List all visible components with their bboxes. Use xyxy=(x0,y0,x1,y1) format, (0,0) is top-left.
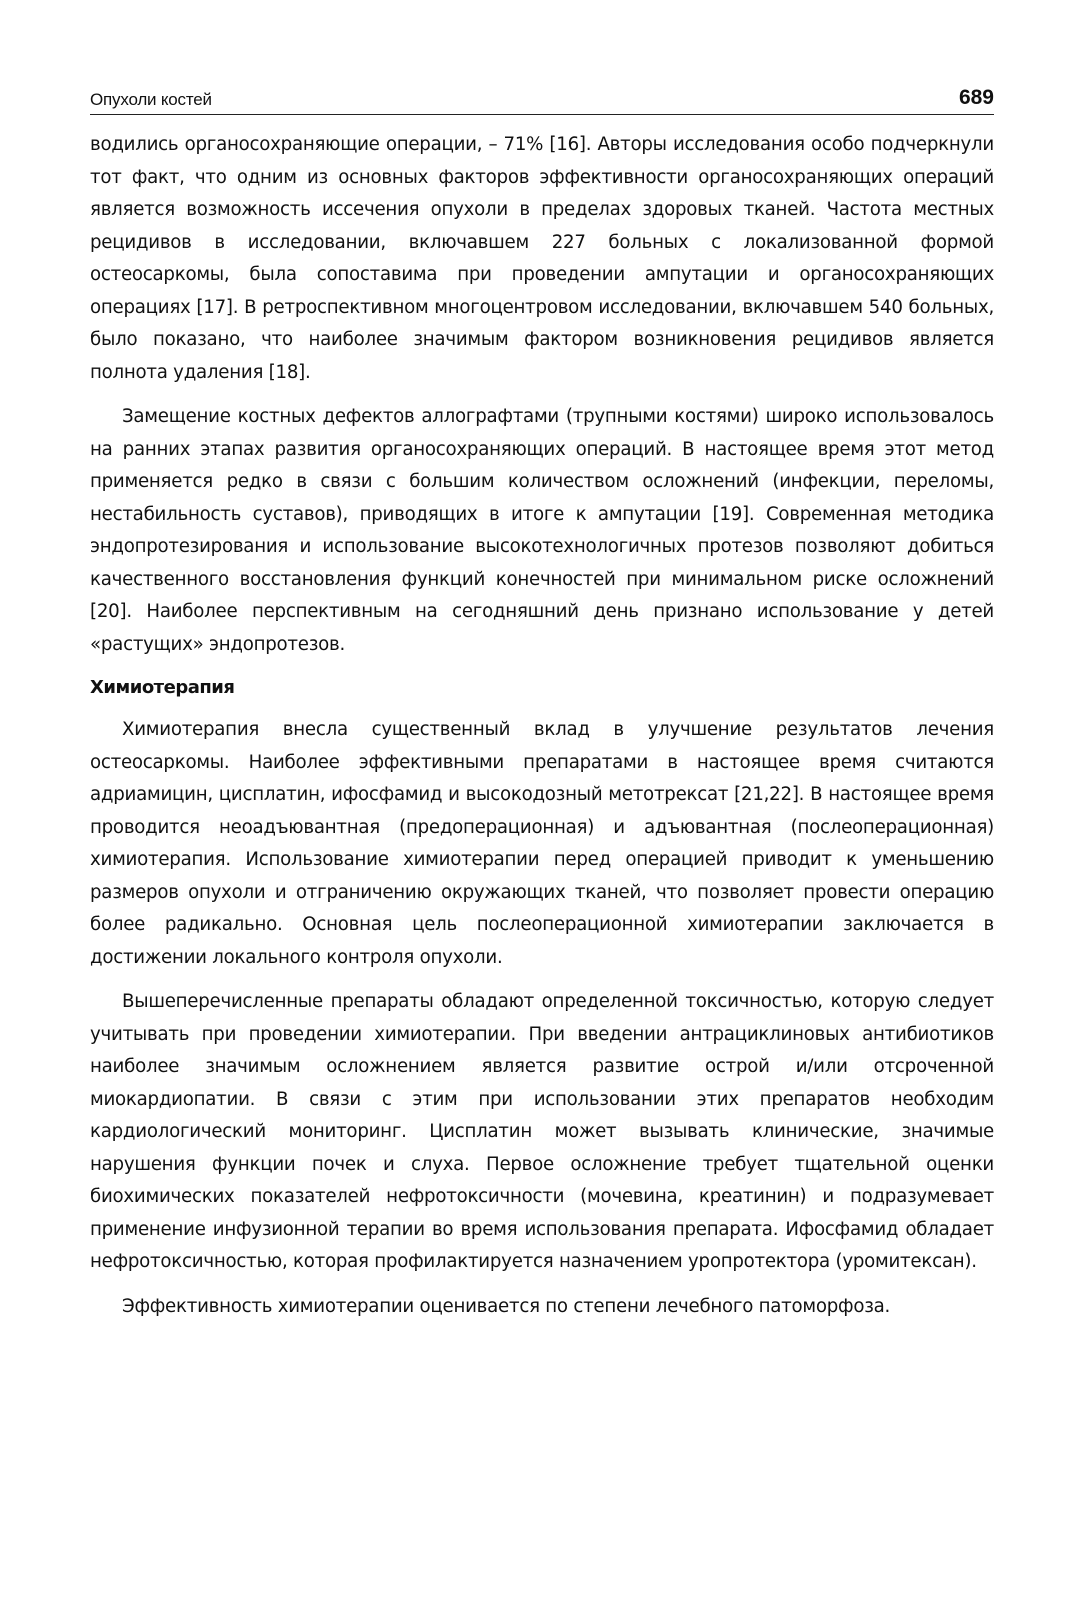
paragraph-efficacy: Эффективность химиотерапии оценивается по степени лечебного патоморфоза. xyxy=(122,1295,891,1317)
book-page xyxy=(90,82,994,1562)
body-text xyxy=(90,129,994,1323)
paragraph-toxicity: Вышеперечисленные препараты обладают определенной токсичностью, которую следует учитывать при проведении химиотерапии. При введении антрациклиновых антибиотиков наиболее значимым осложнением является развитие острой и/или отсроченной миокардиопатии. В связи с этим при использовании этих препаратов необходим кардиологический мониторинг. Цисплатин может вызывать клинические, значимые нарушения функции почек и слуха. Первое осложнение требует тщательной оценки биохимических показателей нефротоксичности (мочевина, креатинин) и подразумевает применение инфузионной терапии во время использования препарата. Ифосфамид обладает нефротоксичностью, которая профилактируется назначением уропротектора (уромитексан). xyxy=(90,991,994,1272)
running-header xyxy=(90,82,994,115)
paragraph-chemotherapy-intro: Химиотерапия внесла существенный вклад в улучшение результатов лечения остеосаркомы. Наиболее эффективными препаратами в настоящее время считаются адриамицин, цисплатин, ифосфамид и высокодозный метотрексат [21,22]. В настоящее время проводится неоадъювантная (предоперационная) и адъювантная (послеоперационная) химиотерапия. Использование химиотерапии перед операцией приводит к уменьшению размеров опухоли и отграничению окружающих тканей, что позволяет провести операцию более радикально. Основная цель послеоперационной химиотерапии заключается в достижении локального контроля опухоли. xyxy=(90,719,994,968)
paragraph-allografts: Замещение костных дефектов аллографтами (трупными костями) широко использовалось на ранних этапах развития органосохраняющих операций. В настоящее время этот метод применяется редко в связи с большим количеством осложнений (инфекции, переломы, нестабильность суставов), приводящих в итоге к ампутации [19]. Современная методика эндопротезирования и использование высокотехнологичных протезов позволяют добиться качественного восстановления функций конечностей при минимальном риске осложнений [20]. Наиболее перспективным на сегодняшний день признано использование у детей «растущих» эндопротезов. xyxy=(90,406,994,655)
running-title: Опухоли костей xyxy=(90,90,212,109)
paragraph-continued: водились органосохраняющие операции, – 71% [16]. Авторы исследования особо подчеркнули тот факт, что одним из основных факторов эффективности органосохраняющих операций является возможность иссечения опухоли в пределах здоровых тканей. Частота местных рецидивов в исследовании, включавшем 227 больных с локализованной формой остеосаркомы, была сопоставима при проведении ампутации и органосохраняющих операциях [17]. В ретроспективном многоцентровом исследовании, включавшем 540 больных, было показано, что наиболее значимым фактором возникновения рецидивов является полнота удаления [18]. xyxy=(90,134,994,383)
section-heading-chemotherapy: Химиотерапия xyxy=(90,677,235,698)
page-number: 689 xyxy=(958,86,994,109)
